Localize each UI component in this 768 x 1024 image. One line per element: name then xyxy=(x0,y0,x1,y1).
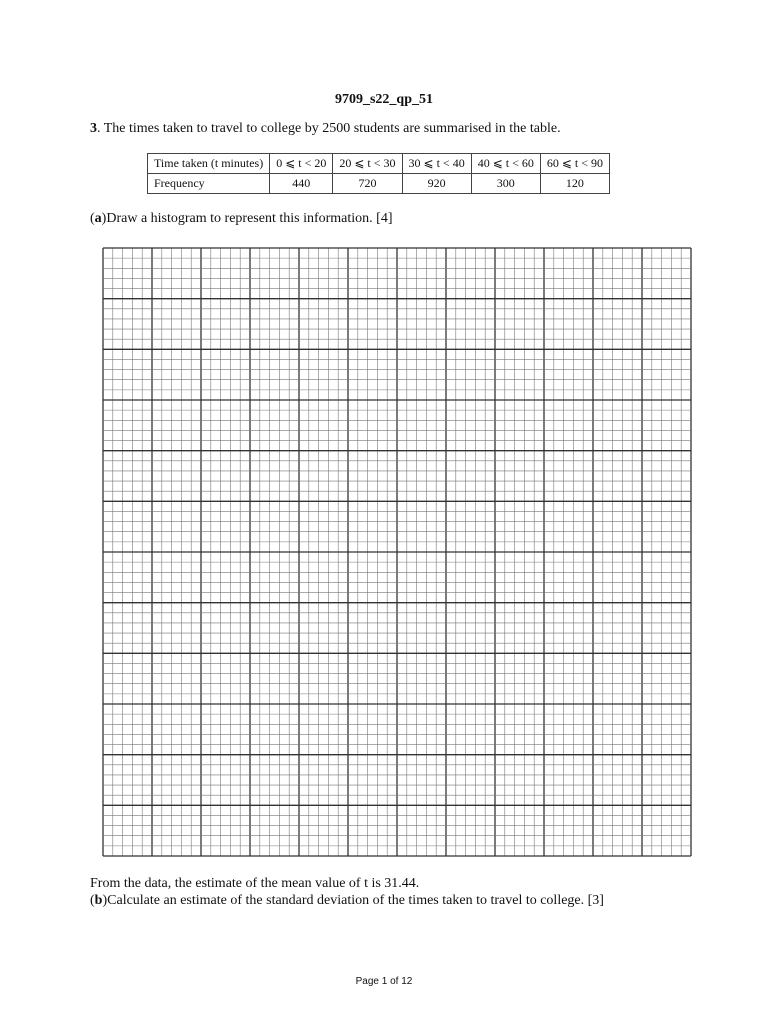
graph-paper-grid xyxy=(102,247,692,857)
table-row xyxy=(148,174,610,194)
question-text: . The times taken to travel to college by 2500 students are summarised in the table. xyxy=(97,121,561,136)
table-cell: 920 xyxy=(402,174,471,194)
part-a: (a)Draw a histogram to represent this information. [4] xyxy=(90,211,393,226)
table-row-header: Time taken (t minutes) xyxy=(148,154,270,174)
question-number: 3 xyxy=(90,121,97,136)
table-cell: 40 ⩽ t < 60 xyxy=(471,154,540,174)
graph-paper[interactable] xyxy=(102,247,692,857)
table-row-header: Frequency xyxy=(148,174,270,194)
part-a-label: a xyxy=(94,211,102,226)
part-b-label: b xyxy=(94,893,103,908)
table-cell: 30 ⩽ t < 40 xyxy=(402,154,471,174)
page-footer: Page 1 of 12 xyxy=(355,976,413,987)
part-b-text: Calculate an estimate of the standard deviation of the times taken to travel to college. [3] xyxy=(107,893,604,908)
table-cell: 60 ⩽ t < 90 xyxy=(540,154,609,174)
mean-statement: From the data, the estimate of the mean value of t is 31.44. xyxy=(90,876,420,891)
table-cell: 300 xyxy=(471,174,540,194)
table-cell: 120 xyxy=(540,174,609,194)
part-b: (b)Calculate an estimate of the standard deviation of the times taken to travel to college. [3] xyxy=(90,893,604,908)
table-cell: 20 ⩽ t < 30 xyxy=(333,154,402,174)
frequency-table xyxy=(147,153,610,194)
page-title: 9709_s22_qp_51 xyxy=(334,92,434,107)
part-a-text: Draw a histogram to represent this information. [4] xyxy=(106,211,393,226)
table-cell: 720 xyxy=(333,174,402,194)
table-cell: 0 ⩽ t < 20 xyxy=(270,154,333,174)
table-cell: 440 xyxy=(270,174,333,194)
table-row xyxy=(148,154,610,174)
question-3 xyxy=(90,121,561,137)
